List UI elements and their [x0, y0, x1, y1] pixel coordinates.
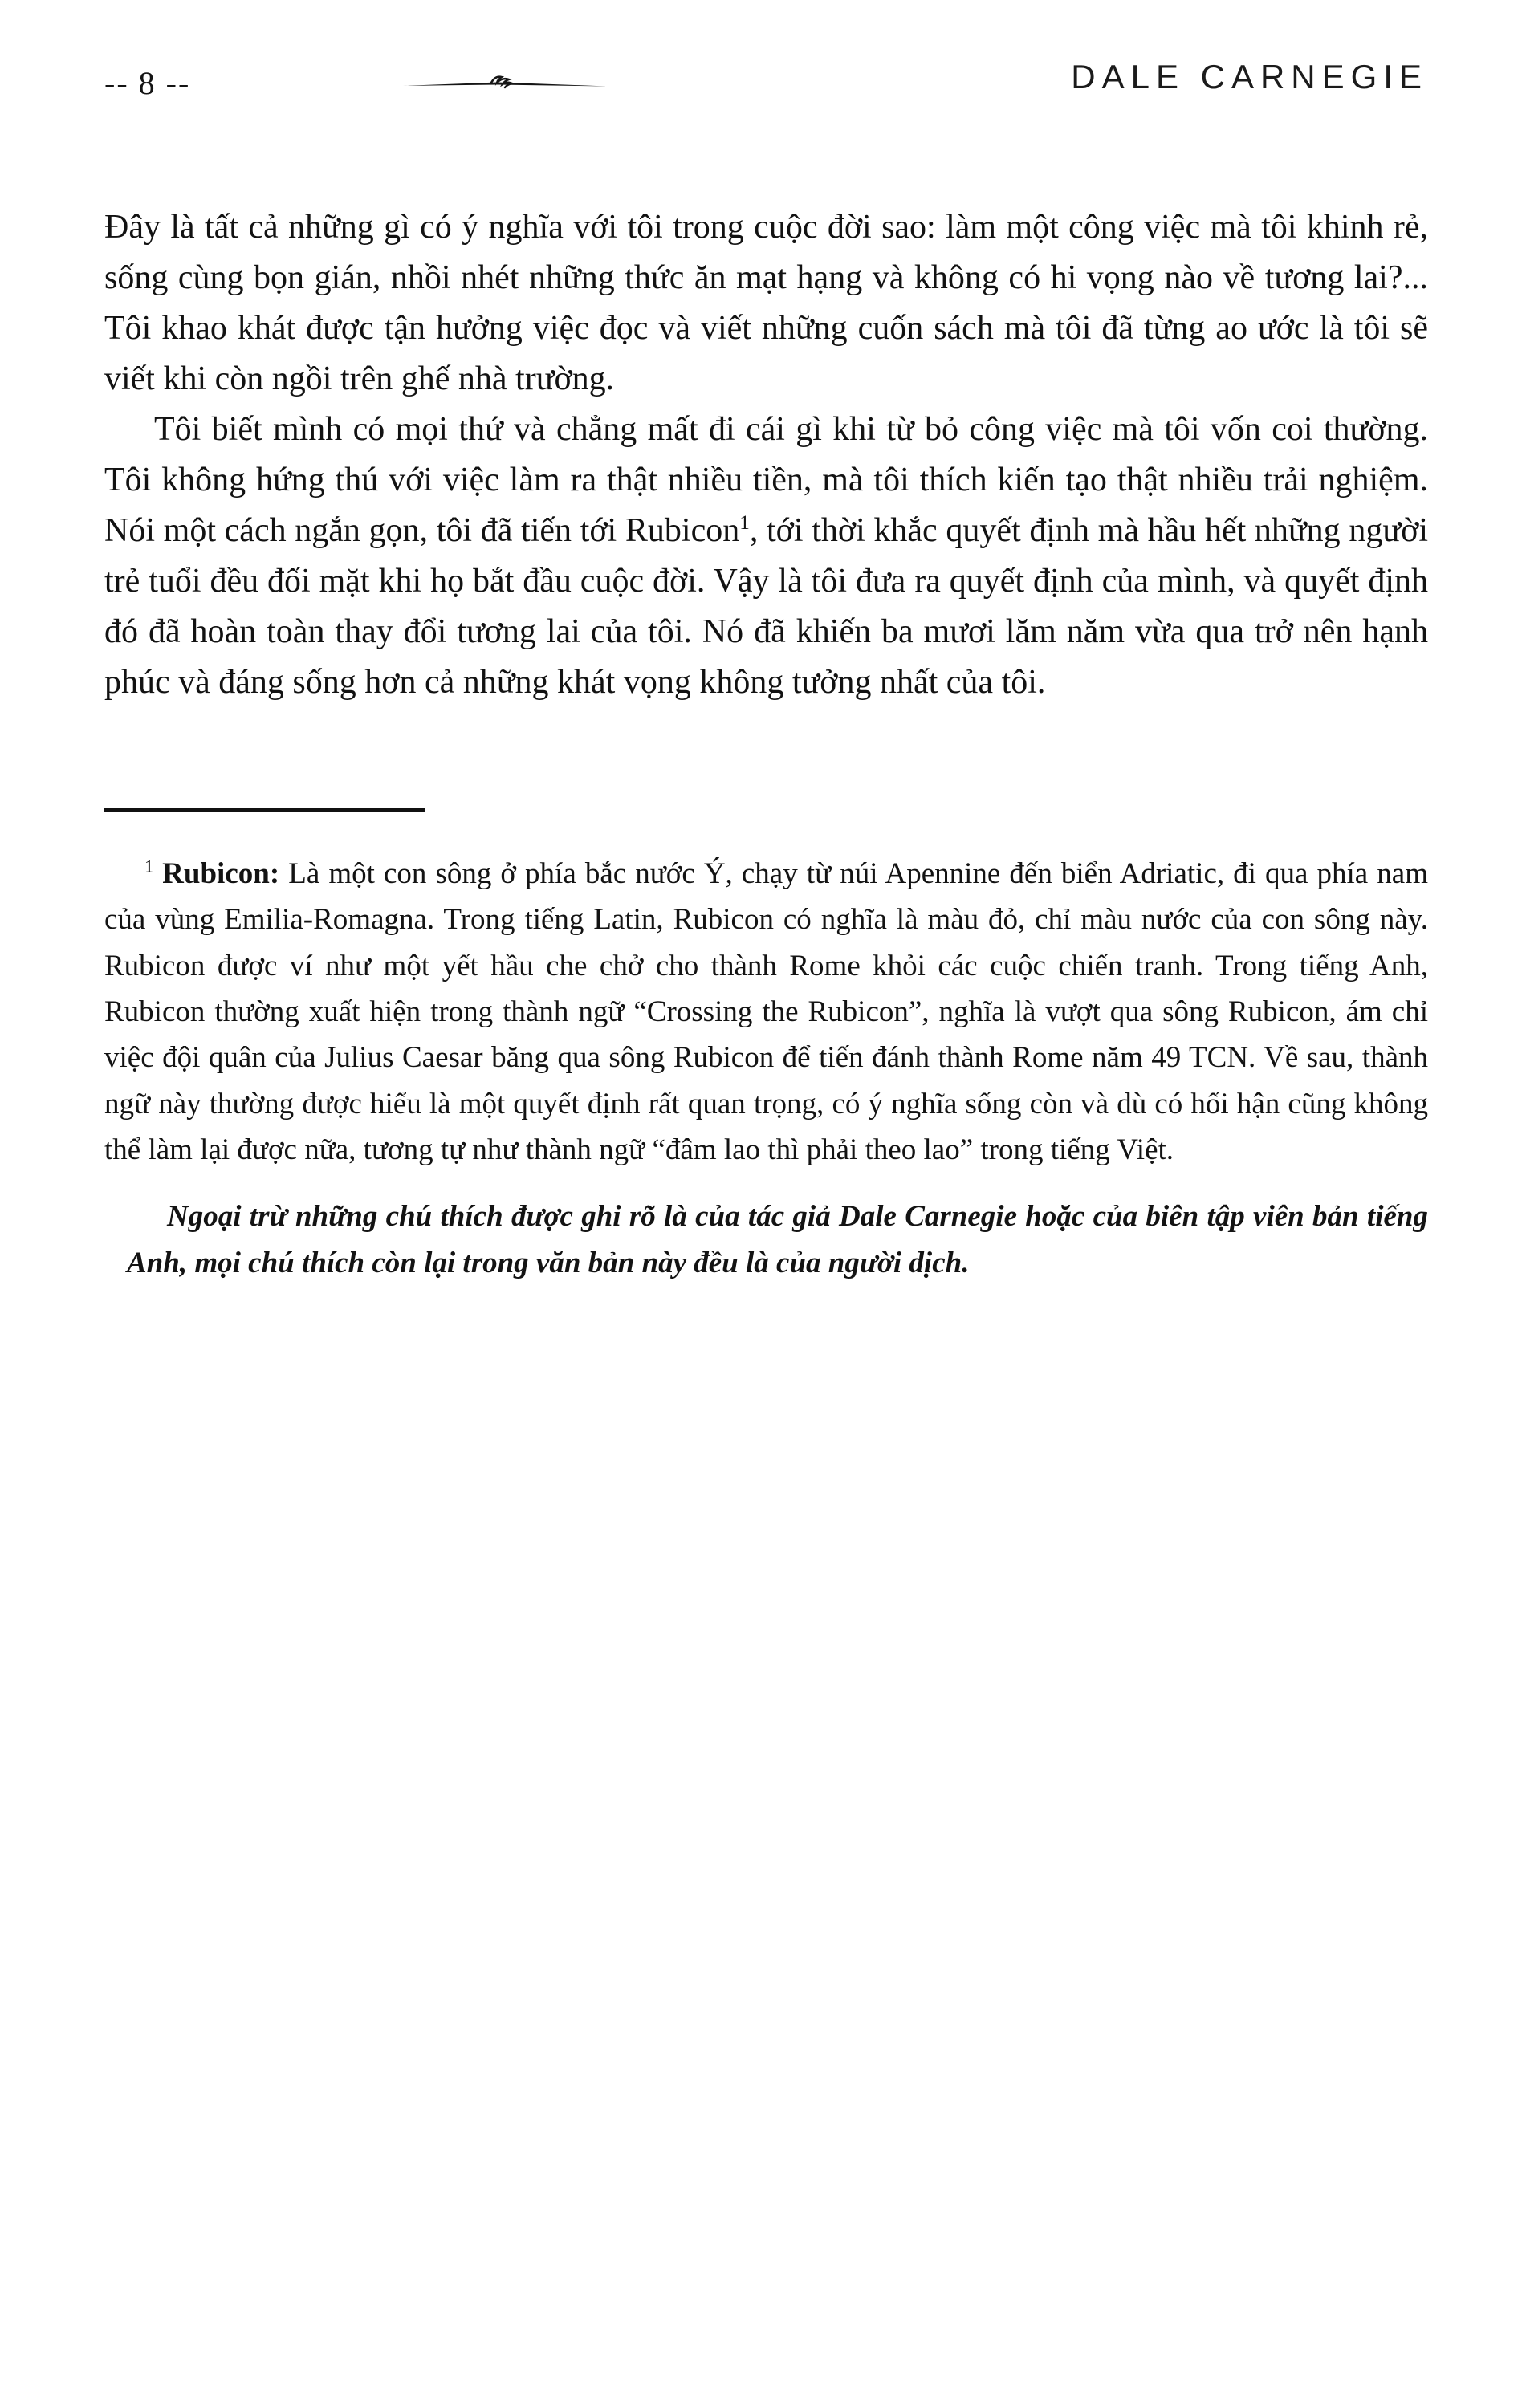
translator-note-text: Ngoại trừ những chú thích được ghi rõ là của tác giả Dale Carnegie hoặc của biên tập viên bản tiếng Anh, mọi chú thích còn lại trong văn bản này đều là của người dịch. — [127, 1200, 1428, 1279]
paragraph-1-text: Đây là tất cả những gì có ý nghĩa với tôi trong cuộc đời sao: làm một công việc mà tôi khinh rẻ, sống cùng bọn gián, nhồi nhét những thức ăn mạt hạng và không có hi vọng nào về tương lai?... Tôi khao khát được tận hưởng việc đọc và viết những cuốn sách mà tôi đã từng ao ước là tôi sẽ viết khi còn ngồi trên ghế nhà trường. — [104, 209, 1428, 397]
paragraph-2 — [104, 405, 1428, 708]
footnote-marker: 1 — [144, 856, 154, 877]
footnote-reference: 1 — [739, 512, 750, 534]
page-number: -- 8 -- — [104, 65, 191, 101]
author-name: DALE CARNEGIE — [1071, 58, 1428, 96]
paragraph-2-text-post: , tới thời khắc quyết định mà hầu hết những người trẻ tuổi đều đối mặt khi họ bắt đầu cuộc đời. Vậy là tôi đưa ra quyết định của mình, và quyết định đó đã hoàn toàn thay đổi tương lai của tôi. Nó đã khiến ba mươi lăm năm vừa qua trở nên hạnh phúc và đáng sống hơn cả những khát vọng không tưởng nhất của tôi. — [104, 512, 1428, 701]
footnote-separator — [104, 808, 425, 812]
footnote-term: Rubicon: — [162, 857, 280, 890]
footnote-text: Là một con sông ở phía bắc nước Ý, chạy từ núi Apennine đến biển Adriatic, đi qua phía nam của vùng Emilia-Romagna. Trong tiếng Latin, Rubicon có nghĩa là màu đỏ, chỉ màu nước của con sông này. Rubicon được ví như một yết hầu che chở cho thành Rome khỏi các cuộc chiến tranh. Trong tiếng Anh, Rubicon thường xuất hiện trong thành ngữ “Crossing the Rubicon”, nghĩa là vượt qua sông Rubicon, ám chỉ việc đội quân của Julius Caesar băng qua sông Rubicon để tiến đánh thành Rome năm 49 TCN. Về sau, thành ngữ này thường được hiểu là một quyết định rất quan trọng, có ý nghĩa sống còn và dù có hối hận cũng không thể làm lại được nữa, tương tự như thành ngữ “đâm lao thì phải theo lao” trong tiếng Việt. — [104, 857, 1428, 1167]
page-header — [104, 58, 1428, 114]
paragraph-2-text-pre: Tôi biết mình có mọi thứ và chẳng mất đi cái gì khi từ bỏ công việc mà tôi vốn coi thường. Tôi không hứng thú với việc làm ra thật nhiều tiền, mà tôi thích kiến tạo thật nhiều trải nghiệm. Nói một cách ngắn gọn, tôi đã tiến tới Rubicon — [104, 411, 1428, 549]
paragraph-1 — [104, 202, 1428, 405]
header-ornament-icon — [401, 72, 610, 100]
footnote-block — [104, 851, 1428, 1286]
translator-note — [104, 1194, 1428, 1286]
main-text — [104, 202, 1428, 708]
footnote-paragraph — [104, 851, 1428, 1173]
